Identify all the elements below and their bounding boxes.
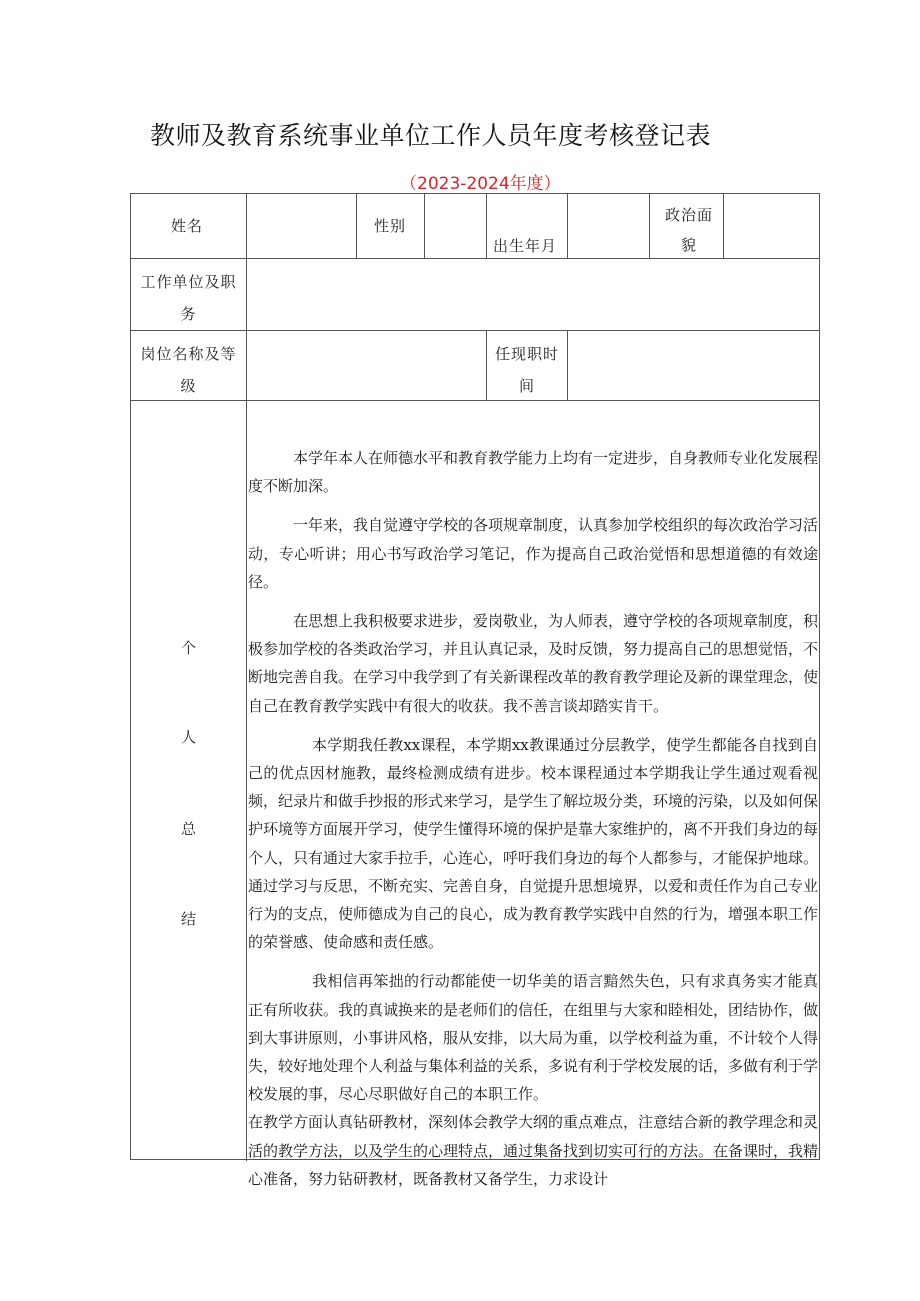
col-divider-b: [424, 194, 425, 258]
col-divider-c: [486, 194, 487, 258]
registration-form-table: [130, 193, 820, 1188]
tenure-label-line1: 任现职时: [494, 345, 559, 363]
birth-label: 出生年月: [493, 237, 558, 255]
summary-paragraph: 在思想上我积极要求进步，爱岗敬业，为人师表，遵守学校的各项规章制度，积极参加学校的各类政治学习，并且认真记录，及时反馈，努力提高自己的思想觉悟，不断地完善自我。在学习中我学到了有关新课程改革的教育教学理论及新的课堂理念，使自己在教育教学实践中有很大的收获。我不善言谈却踏实肯干。: [248, 612, 819, 715]
tenure-label: [491, 338, 563, 402]
col-divider-f: [723, 194, 724, 258]
gender-label: 性别: [374, 217, 407, 235]
political-label-line1: 政治面: [664, 206, 713, 224]
col-divider-g: [486, 330, 487, 400]
summary-paragraph: 本学期我任教xx课程，本学期xx教课通过分层教学，使学生都能各自找到自己的优点因材施教，最终检测成绩有进步。校本课程通过本学期我让学生通过观看视频，纪录片和做手抄报的形式来学习，是学生了解垃圾分类，环境的污染，以及如何保护环境等方面展开学习，使学生懂得环境的保护是靠大家维护的，离不开我们身边的每个人，只有通过大家手拉手，心连心，呼吁我们身边的每个人都参与，才能保护地球。通过学习与反思，不断充实、完善自身，自觉提升思想境界，以爱和责任作为自己专业行为的支点，使师德成为自己的良心，成为教育教学实践中自然的行为，增强本职工作的荣誉感、使命感和责任感。: [248, 735, 819, 952]
political-label: [659, 200, 719, 260]
personal-summary-text: [248, 444, 818, 1193]
row-divider-2: [131, 330, 819, 331]
unit-label-line1: 工作单位及职: [140, 273, 237, 291]
political-label-line2: 貌: [680, 236, 697, 254]
post-label-line1: 岗位名称及等: [140, 345, 237, 363]
post-label: [136, 338, 241, 402]
form-title: 教师及教育系统事业单位工作人员年度考核登记表: [150, 121, 712, 150]
post-label-line2: 级: [180, 377, 197, 395]
year-label: （2023-2024年度）: [400, 174, 561, 194]
summary-label-char-3: 总: [180, 820, 196, 838]
summary-label-char-1: 个: [180, 639, 196, 657]
unit-label: [136, 266, 241, 330]
name-label: 姓名: [171, 217, 204, 235]
summary-label-char-4: 结: [180, 910, 196, 928]
col-divider-a: [356, 194, 357, 258]
label-column-divider: [246, 194, 247, 1161]
summary-paragraph: 我相信再笨拙的行动都能使一切华美的语言黯然失色，只有求真务实才能真正有所收获。我的真诚换来的是老师们的信任，在组里与大家和睦相处，团结协作，做到大事讲原则，小事讲风格，服从安排，以大局为重，以学校利益为重，不计较个人得失，较好地处理个人利益与集体利益的关系，多说有利于学校发展的话，多做有利于学校发展的事，尽心尽职做好自己的本职工作。: [248, 972, 819, 1104]
col-divider-h: [567, 330, 568, 400]
summary-label-char-2: 人: [180, 728, 196, 746]
tenure-label-line2: 间: [518, 377, 535, 395]
col-divider-d: [567, 194, 568, 258]
col-divider-e: [649, 194, 650, 258]
summary-paragraph: 本学年本人在师德水平和教育教学能力上均有一定进步，自身教师专业化发展程度不断加深。: [248, 449, 819, 496]
summary-paragraph: 在教学方面认真钻研教材，深刻体会教学大纲的重点难点，注意结合新的教学理念和灵活的教学方法，以及学生的心理特点，通过集备找到切实可行的方法。在备课时，我精心准备，努力钻研教材，既备教材又备学生，力求设计: [248, 1113, 819, 1188]
unit-label-line2: 务: [180, 305, 197, 323]
summary-paragraph: 一年来，我自觉遵守学校的各项规章制度，认真参加学校组织的每次政治学习活动，专心听讲；用心书写政治学习笔记，作为提高自己政治觉悟和思想道德的有效途径。: [248, 516, 819, 591]
